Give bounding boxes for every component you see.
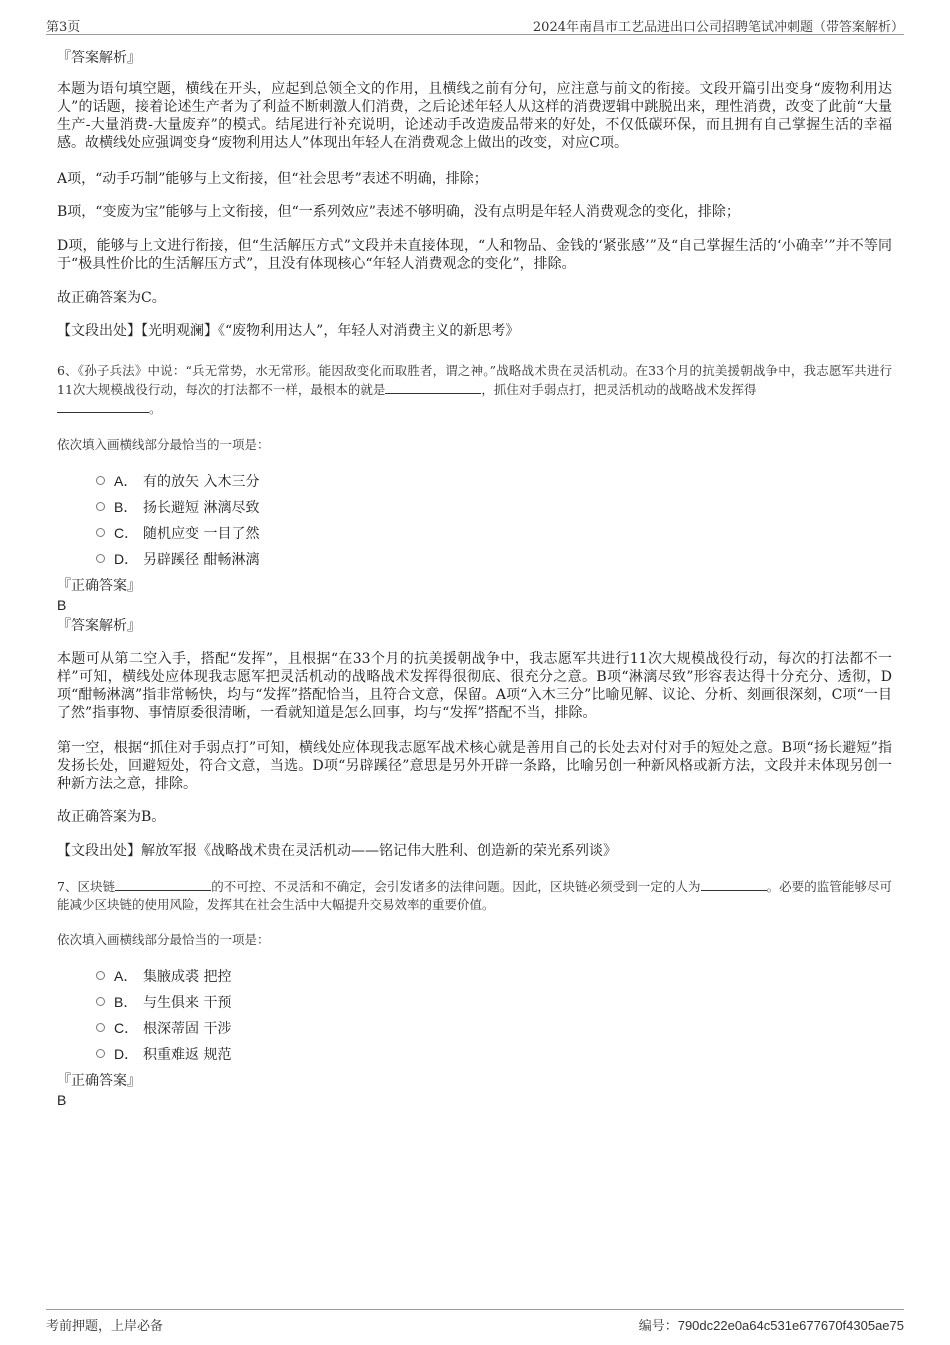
q6-option-c-letter: C．: [114, 525, 139, 541]
page-number: 第3页: [46, 20, 81, 35]
radio-icon[interactable]: [96, 528, 105, 537]
q6-correct-label: 『正确答案』: [57, 578, 141, 594]
q7-option-d-letter: D．: [114, 1046, 139, 1062]
q6-option-d-letter: D．: [114, 551, 139, 567]
q5-source: 【文段出处】【光明观澜】《“废物利用达人”，年轻人对消费主义的新思考》: [57, 323, 520, 339]
q6-correct-answer: B: [57, 597, 67, 613]
footer-slogan: 考前押题，上岸必备: [46, 1319, 164, 1334]
document-title: 2024年南昌市工艺品进出口公司招聘笔试冲刺题（带答案解析）: [532, 20, 904, 35]
q7-option-c-letter: C．: [114, 1020, 139, 1036]
page-header: [46, 14, 904, 35]
q7-option-b-text: 与生俱来 干预: [143, 995, 232, 1011]
radio-icon[interactable]: [96, 1049, 105, 1058]
q6-stem: [57, 362, 892, 418]
q6-analysis-paragraph-1: 本题可从第二空入手，搭配“发挥”，且根据“在33个月的抗美援朝战争中，我志愿军共进行11次大规模战役行动，每次的打法都不一样”可知，横线处应体现我志愿军把灵活机动的战略战术发挥得很彻底、很充分之意。B项“淋漓尽致”形容表达得十分充分、透彻，D项“酣畅淋漓”指非常畅快，均与“发挥”搭配恰当，且符合文意，保留。A项“入木三分”比喻见解、议论、分析、刻画很深刻，C项“一目了然”指事物、事情原委很清晰，一看就知道是怎么回事，均与“发挥”搭配不当，排除。: [57, 651, 892, 721]
q5-analysis-paragraph-1: 本题为语句填空题，横线在开头，应起到总领全文的作用，且横线之前有分句，应注意与前文的衔接。文段开篇引出变身“废物利用达人”的话题，接着论述生产者为了利益不断刺激人们消费，之后论述年轻人从这样的消费逻辑中跳脱出来，理性消费，改变了此前“大量生产-大量消费-大量废弃”的模式。结尾进行补充说明，论述动手改造废品带来的好处，不仅低碳环保，而且拥有自己掌握生活的幸福感。故横线处应强调变身“废物利用达人”体现出年轻人在消费观念上做出的改变，对应C项。: [57, 81, 892, 151]
q7-stem: [57, 877, 892, 914]
q7-prompt: 依次填入画横线部分最恰当的一项是：: [57, 932, 270, 947]
q5-analysis-paragraph-2: A项，“动手巧制”能够与上文衔接，但“社会思考”表述不明确，排除；: [57, 171, 488, 187]
radio-icon[interactable]: [96, 502, 105, 511]
footer-code-label: 编号：: [638, 1319, 678, 1334]
q6-option-b-letter: B．: [114, 499, 138, 515]
q6-source: 【文段出处】解放军报《战略战术贵在灵活机动——铭记伟大胜利、创造新的荣光系列谈》: [57, 843, 617, 859]
q6-option-d-text: 另辟蹊径 酣畅淋漓: [143, 552, 260, 568]
q5-analysis-label: 『答案解析』: [57, 50, 141, 66]
q5-analysis-paragraph-4: D项，能够与上文进行衔接，但“生活解压方式”文段并未直接体现，“人和物品、金钱的‘紧张感’”及“自己掌握生活的‘小确幸’”并不等同于“极具性价比的生活解压方式”，且没有体现核心“年轻人消费观念的变化”，排除。: [57, 238, 892, 272]
q7-option-a-text: 集腋成裘 把控: [143, 969, 232, 985]
q7-correct-answer: B: [57, 1092, 67, 1108]
q6-blank-1: [385, 380, 481, 394]
q7-blank-2: [701, 877, 767, 891]
q5-conclusion: 故正确答案为C。: [57, 290, 166, 306]
radio-icon[interactable]: [96, 476, 105, 485]
q7-stem-part-3: 。必要的监管能够尽可能减少区块链的使用风险，发挥其在社会生活中大幅提升交易效率的重要价值。: [57, 879, 892, 912]
q7-option-b-letter: B．: [114, 994, 138, 1010]
q6-conclusion: 故正确答案为B。: [57, 809, 166, 825]
page-footer: [46, 1309, 904, 1332]
q6-option-b-text: 扬长避短 淋漓尽致: [143, 500, 260, 516]
q7-option-d-text: 积重难返 规范: [143, 1047, 232, 1063]
q6-option-c-text: 随机应变 一目了然: [143, 526, 260, 542]
footer-code-value: 790dc22e0a64c531e677670f4305ae75: [677, 1318, 904, 1333]
radio-icon[interactable]: [96, 554, 105, 563]
q6-blank-2: [57, 399, 149, 413]
q6-prompt: 依次填入画横线部分最恰当的一项是：: [57, 437, 270, 452]
q6-stem-part-1: 6、《孙子兵法》中说：“兵无常势，水无常形。能因敌变化而取胜者，谓之神。”战略战术贵在灵活机动。在33个月的抗美援朝战争中，我志愿军共进行11次大规模战役行动，每次的打法都不一样，最根本的就是: [57, 363, 892, 397]
radio-icon[interactable]: [96, 1023, 105, 1032]
q7-option-c-text: 根深蒂固 干涉: [143, 1021, 232, 1037]
q6-option-a-text: 有的放矢 入木三分: [143, 474, 260, 490]
q7-blank-1: [115, 877, 211, 891]
q6-stem-part-2: ，抓住对手弱点打，把灵活机动的战略战术发挥得: [481, 382, 757, 397]
q7-correct-label: 『正确答案』: [57, 1073, 141, 1089]
q5-analysis-paragraph-3: B项，“变废为宝”能够与上文衔接，但“一系列效应”表述不够明确，没有点明是年轻人消费观念的变化，排除；: [57, 204, 740, 220]
q7-option-a-letter: A．: [114, 968, 138, 984]
q6-option-a-letter: A．: [114, 473, 138, 489]
q7-stem-part-2: 的不可控、不灵活和不确定，会引发诸多的法律问题。因此，区块链必须受到一定的人为: [211, 879, 701, 894]
q7-stem-part-1: 7、区块链: [57, 879, 116, 894]
q6-analysis-label: 『答案解析』: [57, 618, 141, 634]
q6-analysis-paragraph-2: 第一空，根据“抓住对手弱点打”可知，横线处应体现我志愿军战术核心就是善用自己的长处去对付对手的短处之意。B项“扬长避短”指发扬长处，回避短处，符合文意，当选。D项“另辟蹊径”意思是另外开辟一条路，比喻另创一种新风格或新方法，文段并未体现另创一种新方法之意，排除。: [57, 740, 892, 792]
q6-stem-part-3: 。: [149, 401, 162, 416]
radio-icon[interactable]: [96, 997, 105, 1006]
radio-icon[interactable]: [96, 971, 105, 980]
footer-code: [639, 1315, 904, 1334]
